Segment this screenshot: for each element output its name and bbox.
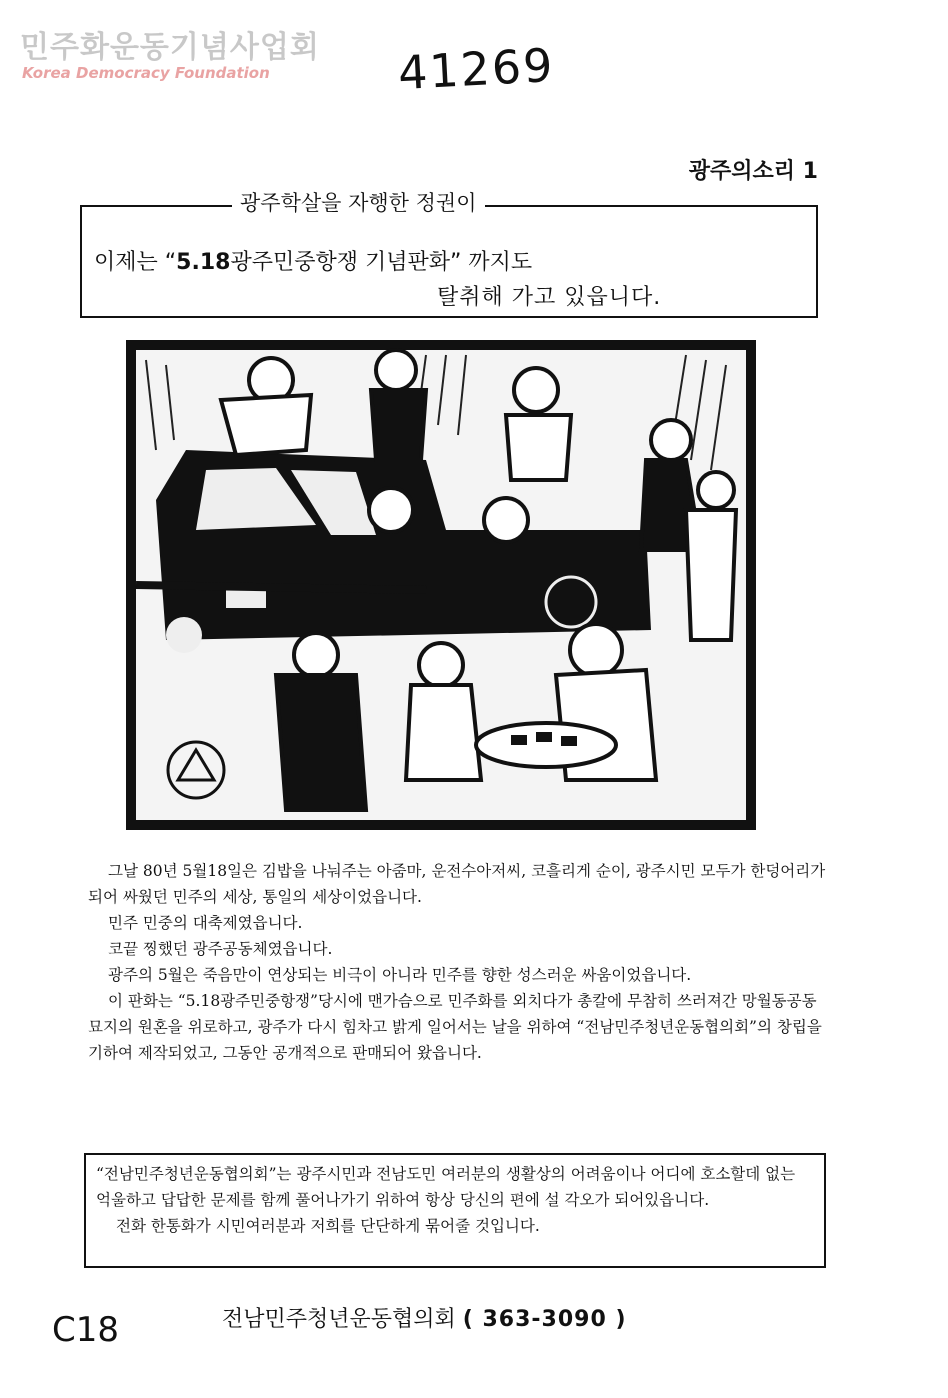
watermark-english: Korea Democracy Foundation [22, 64, 270, 82]
series-label: 광주의소리 1 [688, 159, 818, 184]
body-paragraph-4: 광주의 5월은 죽음만이 연상되는 비극이 아니라 민주를 향한 성스러운 싸움이었읍니다. [108, 966, 692, 984]
headline-top: 광주학살을 자행한 정권이 [232, 187, 485, 217]
body-paragraph-2: 민주 민중의 대축제였읍니다. [108, 914, 303, 932]
headline-line1-bold: 5.18 [176, 250, 231, 275]
watermark-korean: 민주화운동기념사업회 [20, 30, 320, 65]
handwritten-code: C18 [52, 1310, 120, 1350]
woodcut-print-illustration [126, 340, 756, 830]
footer-phone: ( 363-3090 ) [462, 1307, 627, 1332]
notice-box [84, 1153, 826, 1268]
footer [222, 1302, 627, 1333]
document-number: 41269 [396, 37, 556, 101]
headline-line2: 탈취해 가고 있읍니다. [437, 285, 662, 310]
headline-line1-prefix: 이제는 “ [94, 250, 177, 275]
headline-box [80, 191, 818, 318]
headline-line1 [94, 245, 532, 276]
body-text [88, 858, 828, 1066]
body-paragraph-3: 코끝 찡했던 광주공동체였읍니다. [108, 940, 333, 958]
notice-paragraph-1: “전남민주청년운동협의회”는 광주시민과 전남도민 여러분의 생활상의 어려움이나 어디에 호소할데 없는 억울하고 답답한 문제를 함께 풀어나가기 위하여 항상 당신의 편에 설 각오가 되어있읍니다. [96, 1165, 796, 1209]
body-paragraph-5: 이 판화는 “5.18광주민중항쟁”당시에 맨가슴으로 민주화를 외치다가 총칼에 무참히 쓰러져간 망월동공동묘지의 원혼을 위로하고, 광주가 다시 힘차고 밝게 일어서는 날을 위하여 “전남민주청년운동협의회”의 창립을 기하여 제작되었고, 그동안 공개적으로 판매되어 왔읍니다. [88, 992, 822, 1062]
body-paragraph-1: 그날 80년 5월18일은 김밥을 나눠주는 아줌마, 운전수아저씨, 코흘리게 순이, 광주시민 모두가 한덩어리가 되어 싸웠던 민주의 세상, 통일의 세상이었읍니다. [88, 862, 826, 906]
headline-line1-suffix: 광주민중항쟁 기념판화” 까지도 [230, 250, 533, 275]
notice-paragraph-2: 전화 한통화가 시민여러분과 저희를 단단하게 묶어줄 것입니다. [116, 1217, 540, 1235]
footer-org: 전남민주청년운동협의회 [222, 1307, 456, 1332]
